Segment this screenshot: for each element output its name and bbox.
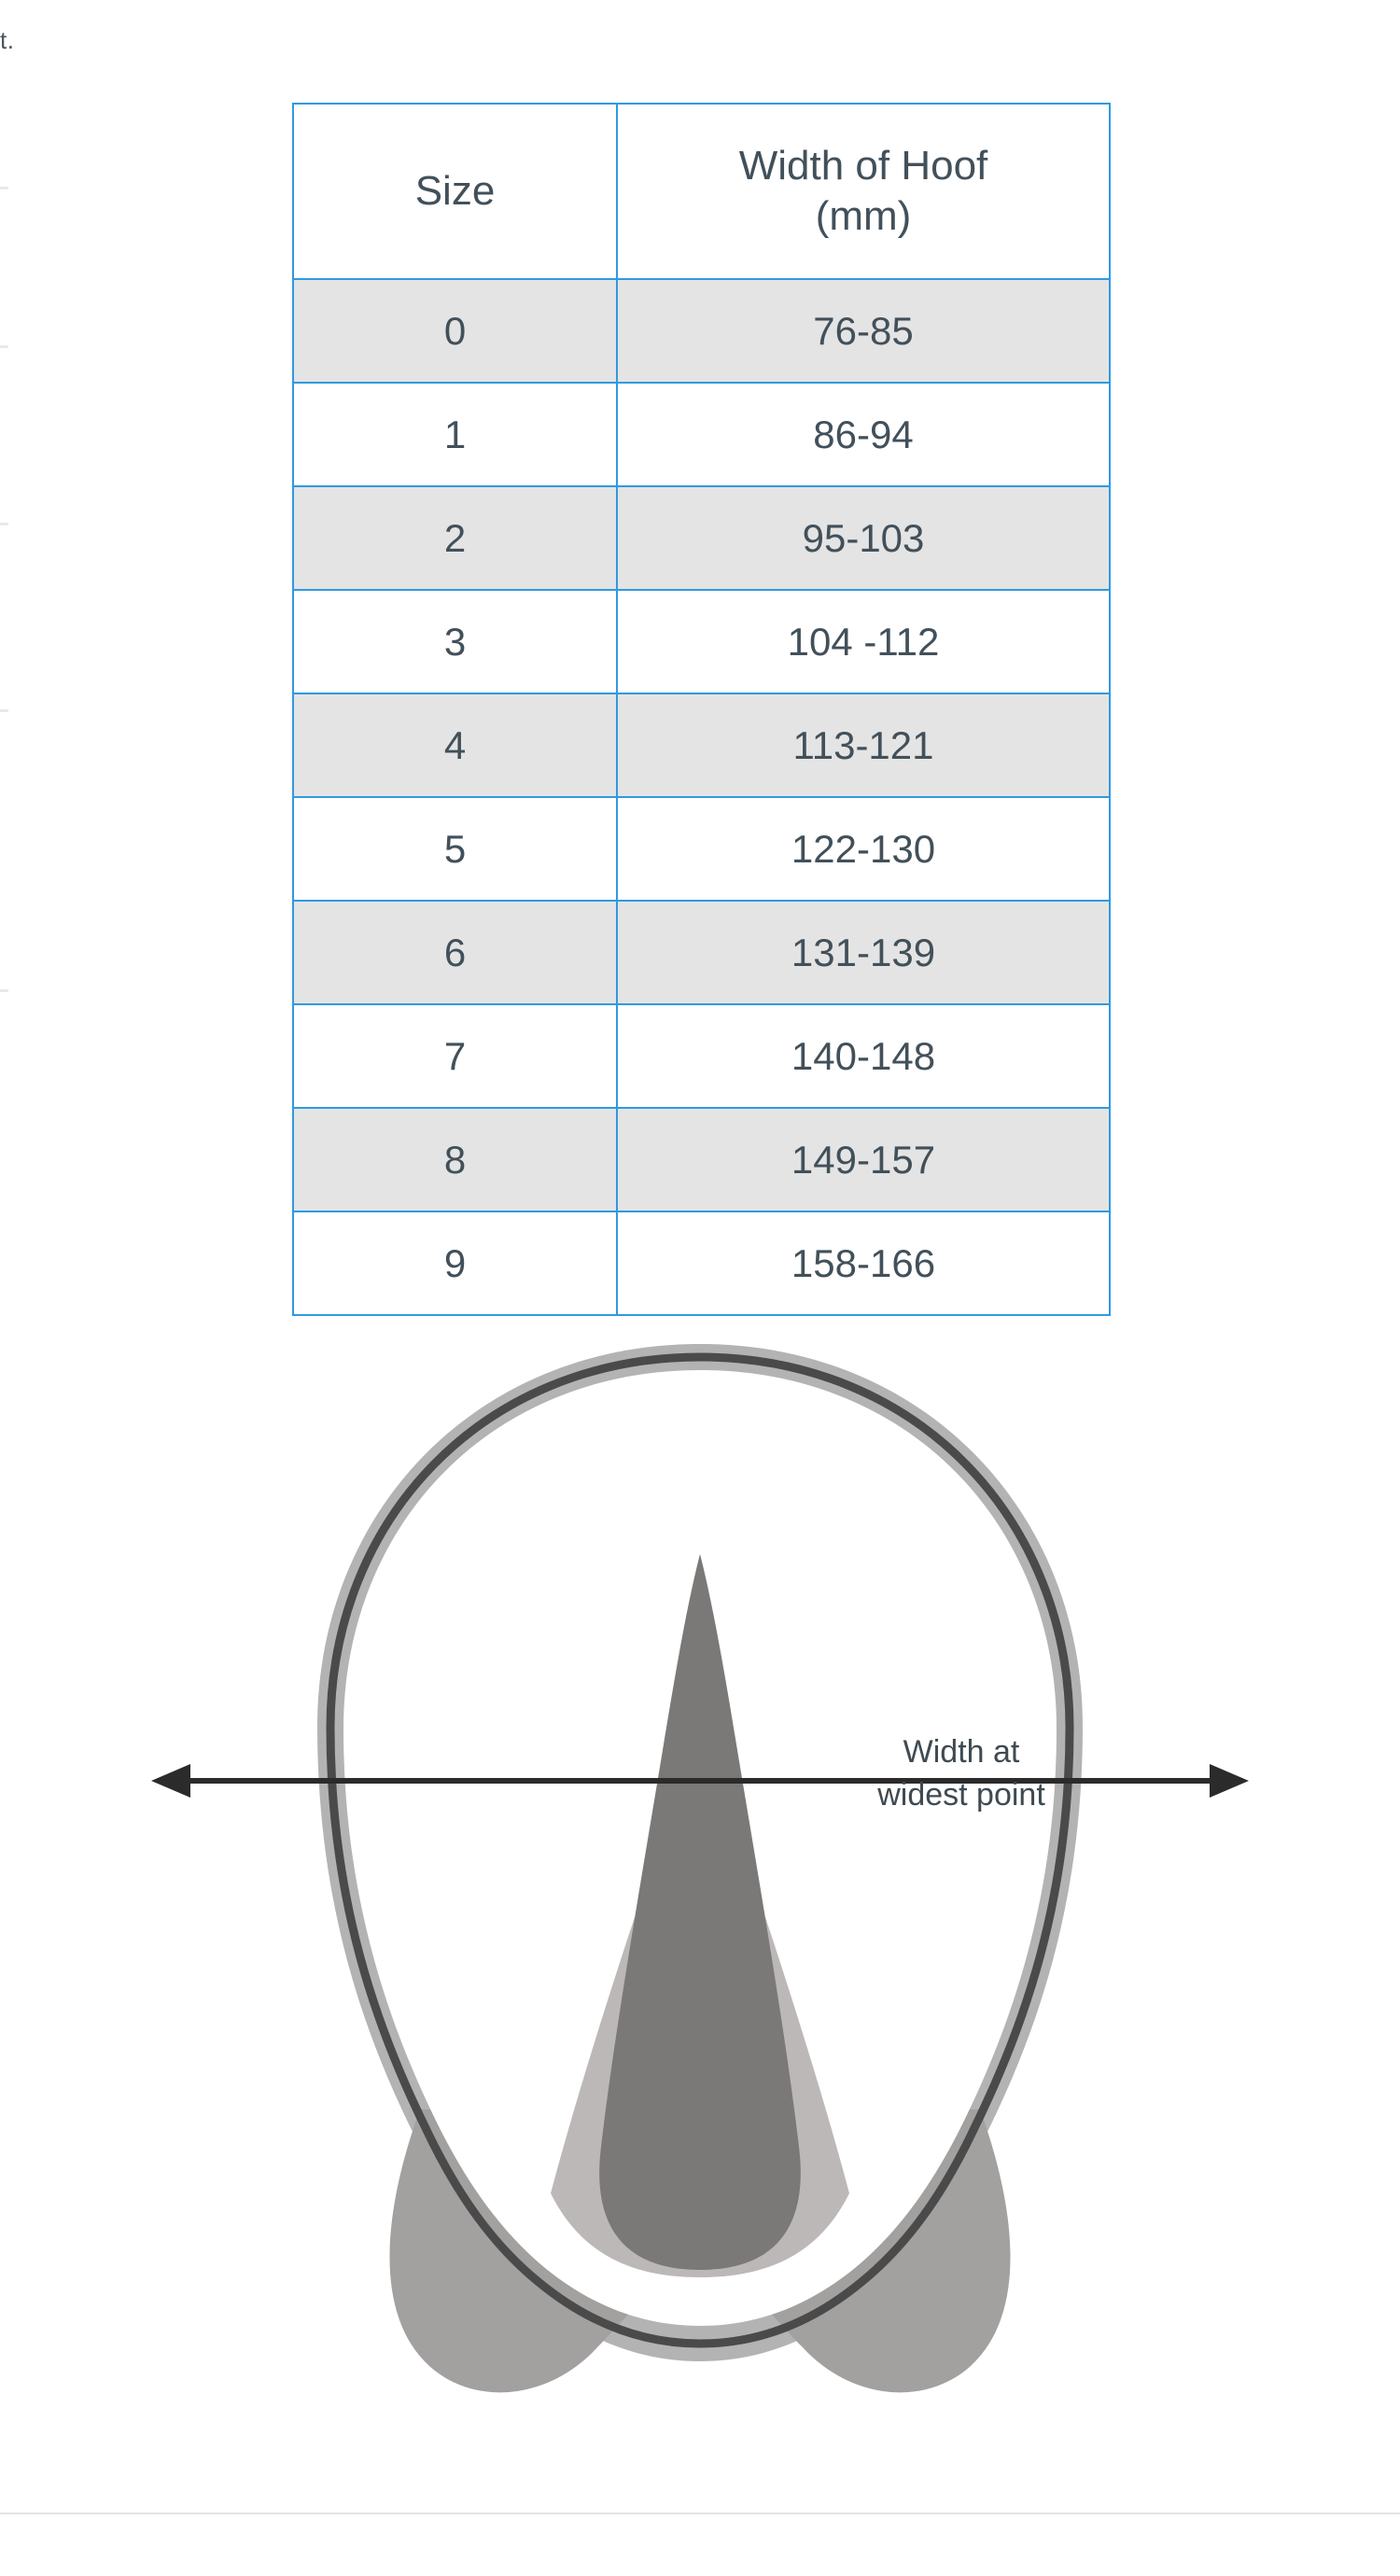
table-row: [293, 279, 1110, 383]
cell-size: 6: [293, 901, 617, 1004]
width-annotation-line1: Width at: [903, 1734, 1020, 1770]
cell-width: 122-130: [617, 797, 1110, 901]
column-header-width-line2: (mm): [815, 193, 912, 239]
page-edge-mark: [0, 709, 8, 712]
table-row: [293, 797, 1110, 901]
page-edge-mark: [0, 345, 8, 348]
cell-width: 76-85: [617, 279, 1110, 383]
table-header-row: [293, 104, 1110, 279]
table-row: [293, 901, 1110, 1004]
cell-size: 5: [293, 797, 617, 901]
column-header-width-line1: Width of Hoof: [738, 143, 988, 189]
cell-width: 113-121: [617, 693, 1110, 797]
hoof-size-table: [292, 103, 1111, 1316]
table-row: [293, 1211, 1110, 1315]
cell-size: 9: [293, 1211, 617, 1315]
cell-width: 104 -112: [617, 590, 1110, 693]
table-row: [293, 1004, 1110, 1108]
width-annotation: [807, 1731, 1115, 1817]
cell-size: 4: [293, 693, 617, 797]
cell-width: 95-103: [617, 486, 1110, 590]
table-row: [293, 590, 1110, 693]
page-edge-mark: [0, 523, 8, 525]
cell-width: 149-157: [617, 1108, 1110, 1211]
cell-size: 2: [293, 486, 617, 590]
cell-size: 7: [293, 1004, 617, 1108]
cell-width: 86-94: [617, 383, 1110, 486]
column-header-size: Size: [293, 104, 617, 279]
table-row: [293, 486, 1110, 590]
width-annotation-line2: widest point: [877, 1776, 1045, 1813]
cell-size: 0: [293, 279, 617, 383]
top-text-fragment: t.: [0, 26, 15, 54]
bottom-divider: [0, 2513, 1400, 2514]
hoof-diagram: [140, 1325, 1260, 2445]
table-row: [293, 1108, 1110, 1211]
cell-width: 131-139: [617, 901, 1110, 1004]
cell-size: 3: [293, 590, 617, 693]
page-edge-mark: [0, 187, 8, 189]
cell-size: 8: [293, 1108, 617, 1211]
cell-width: 158-166: [617, 1211, 1110, 1315]
table-row: [293, 693, 1110, 797]
page-edge-mark: [0, 989, 8, 992]
table-row: [293, 383, 1110, 486]
cell-size: 1: [293, 383, 617, 486]
column-header-width: [617, 104, 1110, 279]
cell-width: 140-148: [617, 1004, 1110, 1108]
